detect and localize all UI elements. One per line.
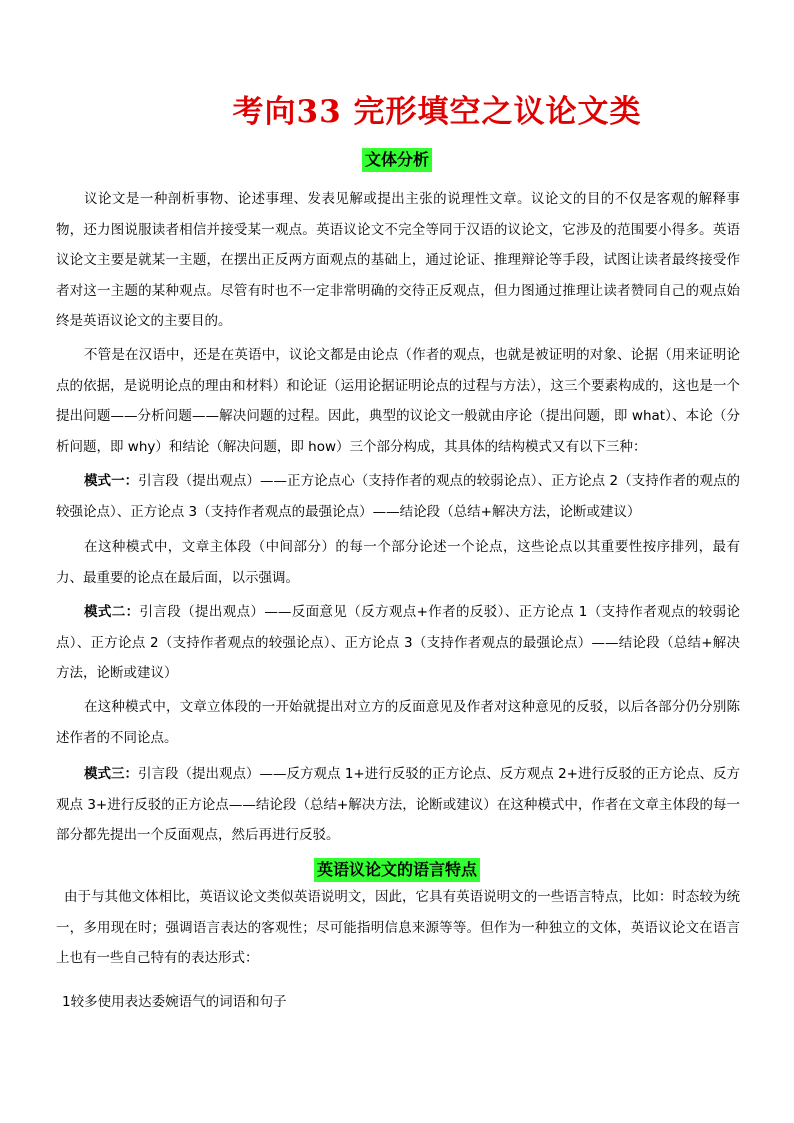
mode-three-text: 引言段（提出观点）——反方观点 1+进行反驳的正方论点、反方观点 2+进行反驳的正方论点、反方观点 3+进行反驳的正方论点——结论段（总结+解决方法，论断或建议）在这种模式中，作者在文章主体段的每一部分都先提出一个反面观点，然后再进行反驳。: [56, 766, 740, 843]
mode-one-text: 引言段（提出观点）——正方论点心（支持作者的观点的较弱论点）、正方论点 2（支持作者的观点的较强论点）、正方论点 3（支持作者观点的最强论点）——结论段（总结+解决方法，论断或建议）: [56, 473, 740, 520]
section-heading-language-features: [0, 858, 794, 882]
paragraph-mode-three: [56, 759, 740, 851]
mode-two-label: 模式二：: [84, 604, 140, 620]
paragraph-structure: 不管是在汉语中，还是在英语中，议论文都是由论点（作者的观点，也就是被证明的对象、论据（用来证明论点的依据，是说明论点的理由和材料）和论证（运用论据证明论点的过程与方法），这三个要素构成的，这也是一个提出问题——分析问题——解决问题的过程。因此，典型的议论文一般就由序论（提出问题，即 what）、本论（分析问题，即 why）和结论（解决问题，即 how）三个部分构成，其具体的结构模式又有以下三种：: [56, 347, 740, 455]
section-heading-label: 文体分析: [362, 148, 432, 172]
mode-one-label: 模式一：: [84, 473, 139, 489]
paragraph-mode-two-explain: 在这种模式中，文章立体段的一开始就提出对立方的反面意见及作者对这种意见的反驳，以后各部分仍分别陈述作者的不同论点。: [56, 699, 740, 746]
section-heading-style-analysis: [0, 148, 794, 172]
list-item-1: 1较多使用表达委婉语气的词语和句子: [62, 994, 287, 1010]
paragraph-language-features: 由于与其他文体相比，英语议论文类似英语说明文，因此，它具有英语说明文的一些语言特点，比如：时态较为统一，多用现在时；强调语言表达的客观性；尽可能指明信息来源等等。但作为一种独立的文体，英语议论文在语言上也有一些自己特有的表达形式：: [56, 889, 740, 966]
page-title: 考向33 完形填空之议论文类: [232, 94, 642, 130]
paragraph-mode-one-explain: 在这种模式中，文章主体段（中间部分）的每一个部分论述一个论点，这些论点以其重要性按序排列，最有力、最重要的论点在最后面，以示强调。: [56, 539, 740, 586]
paragraph-intro: 议论文是一种剖析事物、论述事理、发表见解或提出主张的说理性文章。议论文的目的不仅是客观的解释事物，还力图说服读者相信并接受某一观点。英语议论文不完全等同于汉语的议论文，它涉及的范围要小得多。英语议论文主要是就某一主题，在摆出正反两方面观点的基础上，通过论证、推理辩论等手段，试图让读者最终接受作者对这一主题的某种观点。尽管有时也不一定非常明确的交待正反观点，但力图通过推理让读者赞同自己的观点始终是英语议论文的主要目的。: [56, 191, 740, 329]
paragraph-mode-one: [56, 466, 740, 527]
mode-three-label: 模式三：: [84, 766, 139, 782]
mode-two-text: 引言段（提出观点）——反面意见（反方观点+作者的反驳）、正方论点 1（支持作者观点的较弱论点）、正方论点 2（支持作者观点的较强论点）、正方论点 3（支持作者观点的最强论点）——结论段（总结+解决方法，论断或建议）: [56, 604, 740, 681]
paragraph-mode-two: [56, 597, 740, 689]
section-heading-label: 英语议论文的语言特点: [314, 858, 480, 882]
